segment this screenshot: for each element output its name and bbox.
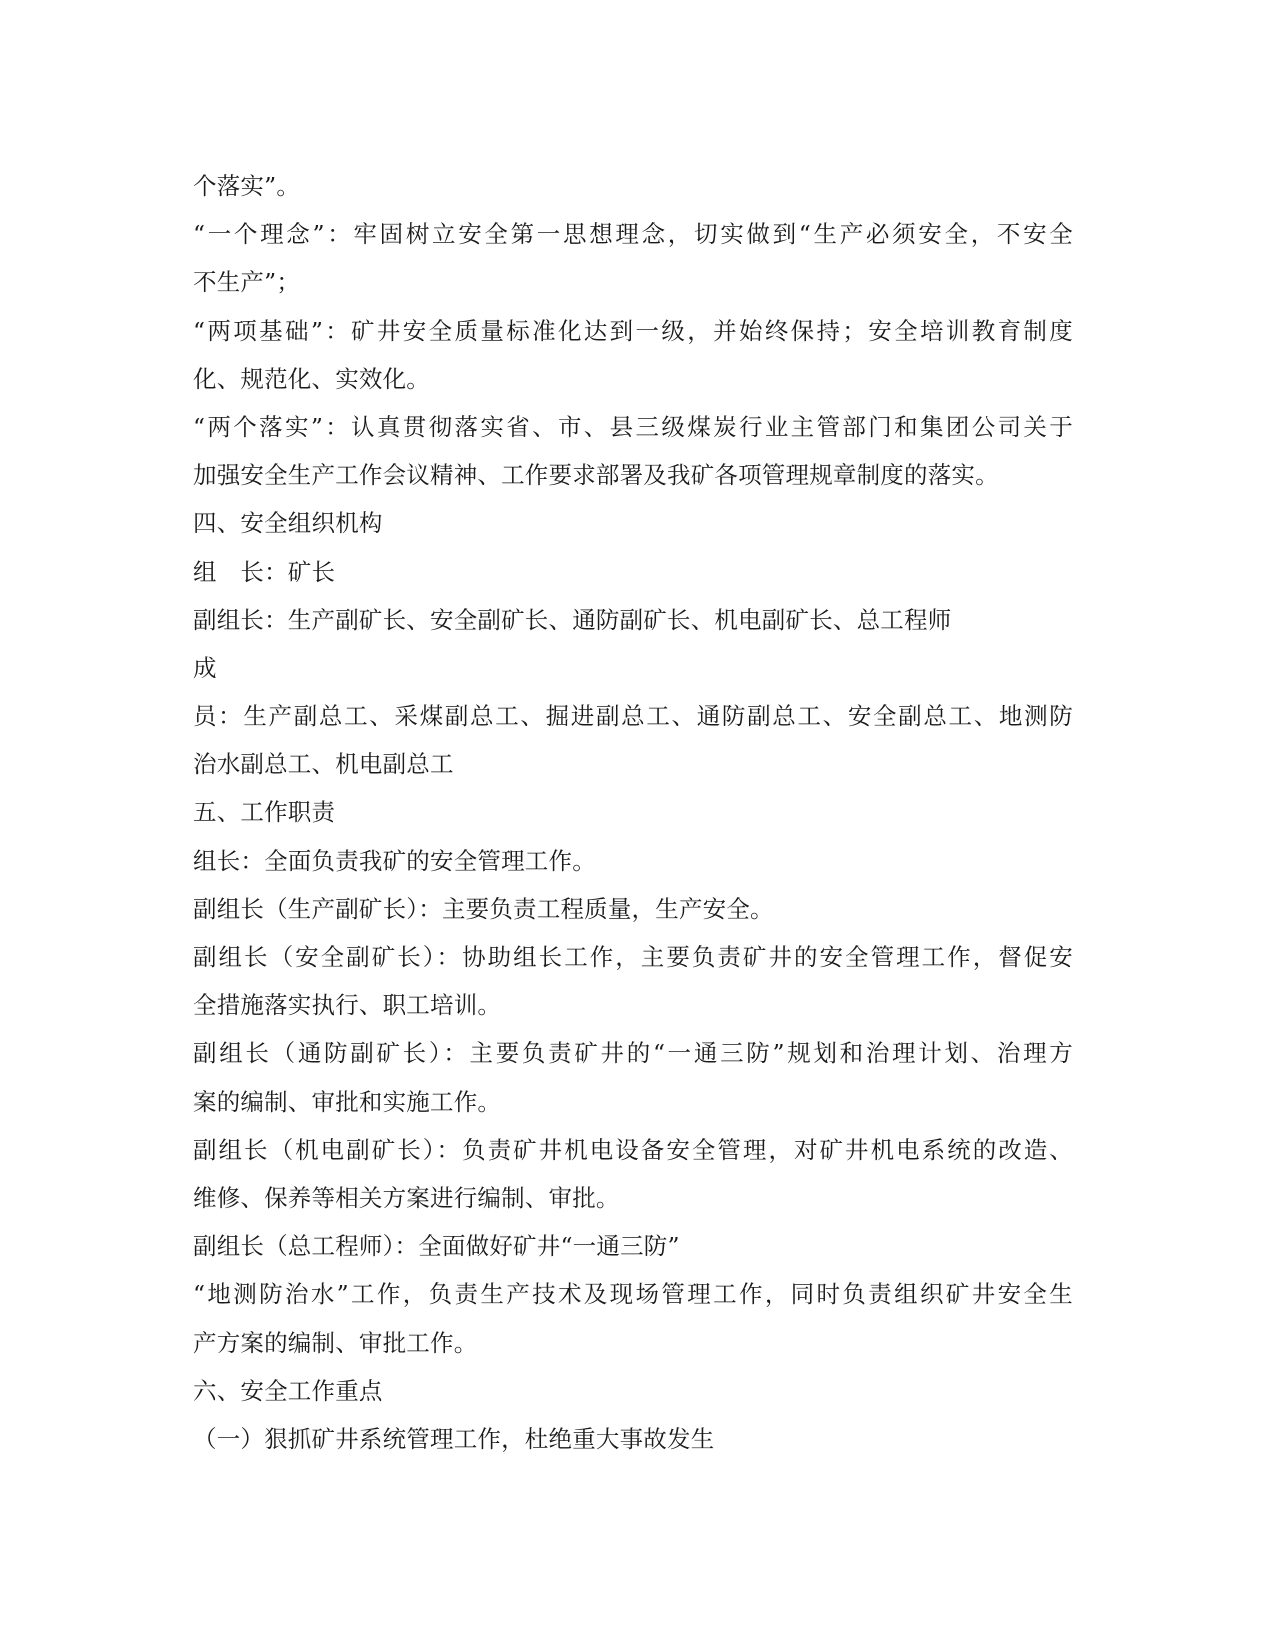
subsection-heading: （一）狠抓矿井系统管理工作，杜绝重大事故发生 bbox=[193, 1424, 715, 1453]
text-line: 成 bbox=[193, 653, 217, 682]
text-line: 员：生产副总工、采煤副总工、掘进副总工、通防副总工、安全副总工、地测防 bbox=[193, 702, 1073, 731]
text-line: “两项基础”：矿井安全质量标准化达到一级，并始终保持；安全培训教育制度 bbox=[193, 316, 1073, 345]
text-line: 治水副总工、机电副总工 bbox=[193, 750, 454, 779]
section-heading: 五、工作职责 bbox=[193, 798, 336, 827]
text-line: 副组长（安全副矿长）：协助组长工作，主要负责矿井的安全管理工作，督促安 bbox=[193, 943, 1073, 971]
text-line: “两个落实”：认真贯彻落实省、市、县三级煤炭行业主管部门和集团公司关于 bbox=[193, 412, 1073, 441]
text-line: 全措施落实执行、职工培训。 bbox=[193, 991, 502, 1020]
text-line: 副组长（生产副矿长）：主要负责工程质量，生产安全。 bbox=[193, 894, 774, 923]
text-line: 副组长（机电副矿长）：负责矿井机电设备安全管理，对矿井机电系统的改造、 bbox=[193, 1135, 1073, 1164]
text-line: 个落实”。 bbox=[193, 172, 301, 200]
section-heading: 四、安全组织机构 bbox=[193, 509, 383, 538]
text-line: 组长：全面负责我矿的安全管理工作。 bbox=[193, 846, 596, 875]
document-body bbox=[193, 162, 1073, 1463]
text-line: 组 长：矿长 bbox=[193, 557, 336, 586]
text-line: 副组长（通防副矿长）：主要负责矿井的“一通三防”规划和治理计划、治理方 bbox=[193, 1039, 1073, 1068]
text-line: 化、规范化、实效化。 bbox=[193, 364, 430, 393]
text-line: 不生产”； bbox=[193, 268, 301, 297]
text-line: 副组长：生产副矿长、安全副矿长、通防副矿长、机电副矿长、总工程师 bbox=[193, 605, 952, 634]
text-line: 产方案的编制、审批工作。 bbox=[193, 1328, 478, 1357]
text-line: “地测防治水”工作，负责生产技术及现场管理工作，同时负责组织矿井安全生 bbox=[193, 1280, 1073, 1309]
text-line: 加强安全生产工作会议精神、工作要求部署及我矿各项管理规章制度的落实。 bbox=[193, 461, 999, 490]
section-heading: 六、安全工作重点 bbox=[193, 1376, 383, 1405]
text-line: 副组长（总工程师）：全面做好矿井“一通三防” bbox=[193, 1232, 680, 1261]
text-line: “一个理念”：牢固树立安全第一思想理念，切实做到“生产必须安全，不安全 bbox=[193, 220, 1073, 249]
text-line: 案的编制、审批和实施工作。 bbox=[193, 1087, 502, 1116]
text-line: 维修、保养等相关方案进行编制、审批。 bbox=[193, 1183, 620, 1212]
